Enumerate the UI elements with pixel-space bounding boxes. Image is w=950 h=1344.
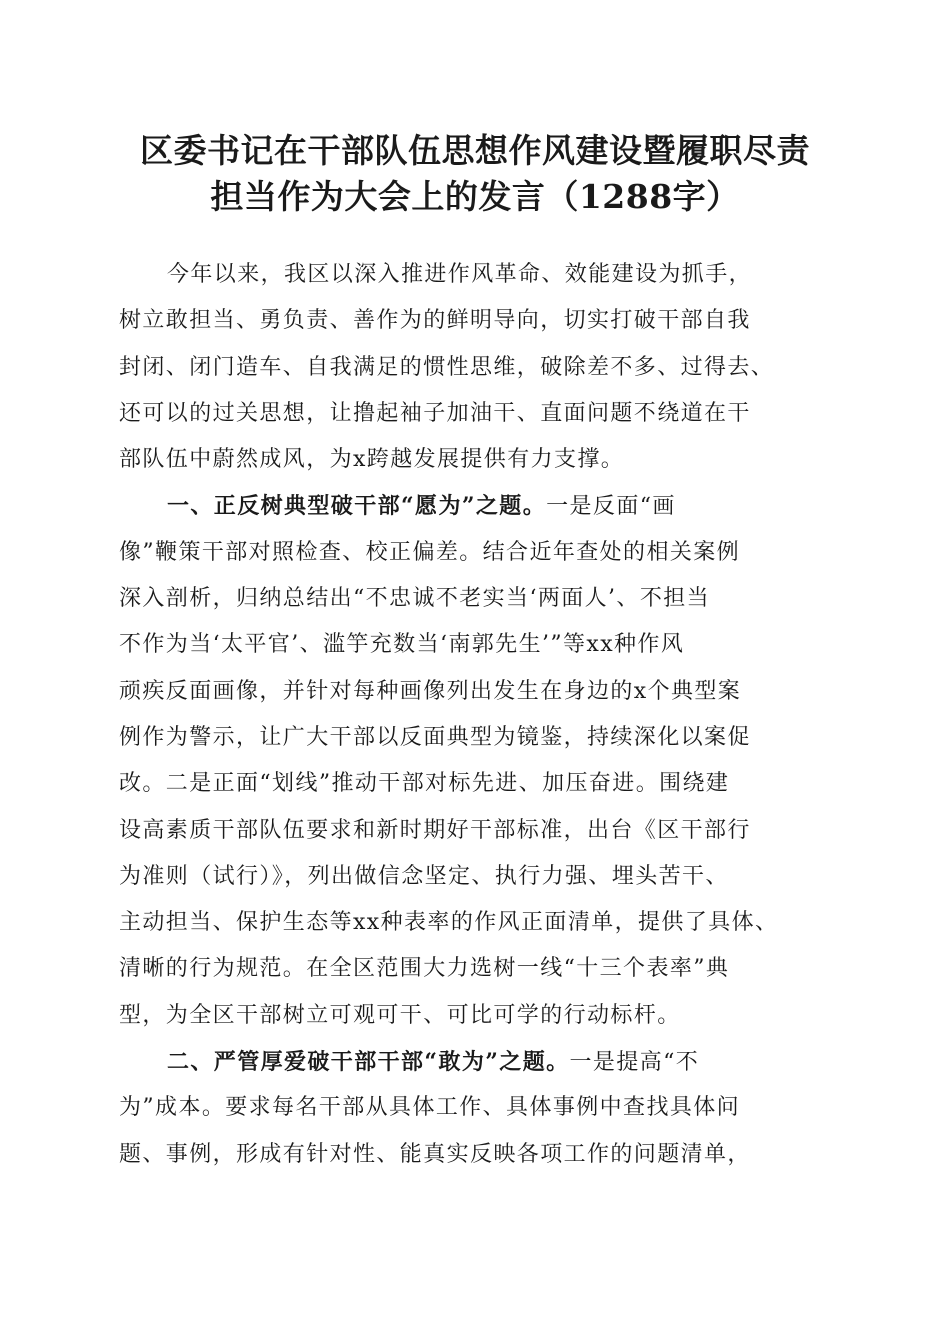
text-run: 一是提高“不: [569, 1050, 700, 1076]
text-line: 部队伍中蔚然成风，为x跨越发展提供有力支撑。: [119, 447, 625, 473]
text-line: 主动担当、保护生态等xx种表率的作风正面清单，提供了具体、: [119, 910, 779, 936]
paragraph-section-two: [119, 1039, 831, 1178]
text-line: 清晰的行为规范。在全区范围大力选树一线“十三个表率”典: [119, 956, 730, 982]
text-line: 树立敢担当、勇负责、善作为的鲜明导向，切实打破干部自我: [119, 308, 751, 334]
paragraph-intro: [119, 252, 831, 483]
section-heading: 一、正反树典型破干部“愿为”之题。: [167, 493, 547, 520]
text-line: 为准则（试行）》，列出做信念坚定、执行力强、埋头苦干、: [119, 863, 729, 889]
text-line: 还可以的过关思想，让撸起袖子加油干、直面问题不绕道在干: [119, 400, 751, 426]
text-line: [119, 1039, 831, 1085]
text-line: 型，为全区干部树立可观可干、可比可学的行动标杆。: [119, 1002, 681, 1028]
paragraph-section-one: [119, 483, 831, 1039]
text-line: 改。二是正面“划线”推动干部对标先进、加压奋进。围绕建: [119, 771, 730, 797]
text-line: 为”成本。要求每名干部从具体工作、具体事例中查找具体问: [119, 1095, 741, 1121]
text-run: 一是反面“画: [546, 494, 676, 520]
text-line: 深入剖析，归纳总结出“不忠诚不老实当‘两面人’、不担当: [119, 586, 711, 612]
text-line: 顽疾反面画像，并针对每种画像列出发生在身边的x个典型案: [119, 678, 742, 704]
title-line: 区委书记在干部队伍思想作风建设暨履职尽责: [140, 131, 810, 170]
title-line: 担当作为大会上的发言（1288字）: [210, 177, 740, 216]
text-line: 设高素质干部队伍要求和新时期好干部标准，出台《区干部行: [119, 817, 751, 843]
text-line: 像”鞭策干部对照检查、校正偏差。结合近年查处的相关案例: [119, 539, 741, 565]
text-line: 今年以来，我区以深入推进作风革命、效能建设为抓手，: [167, 262, 753, 287]
document-body: [119, 252, 831, 1178]
text-line: 题、事例，形成有针对性、能真实反映各项工作的问题清单，: [119, 1141, 751, 1167]
text-line: [119, 483, 831, 529]
section-heading: 二、严管厚爱破干部干部“敢为”之题。: [167, 1049, 570, 1076]
text-line: 例作为警示，让广大干部以反面典型为镜鉴，持续深化以案促: [119, 724, 751, 750]
text-line: 封闭、闭门造车、自我满足的惯性思维，破除差不多、过得去、: [119, 354, 775, 380]
document-title: [100, 128, 850, 220]
text-line: 不作为当‘太平官’、滥竽充数当‘南郭先生’”等xx种作风: [119, 632, 685, 658]
